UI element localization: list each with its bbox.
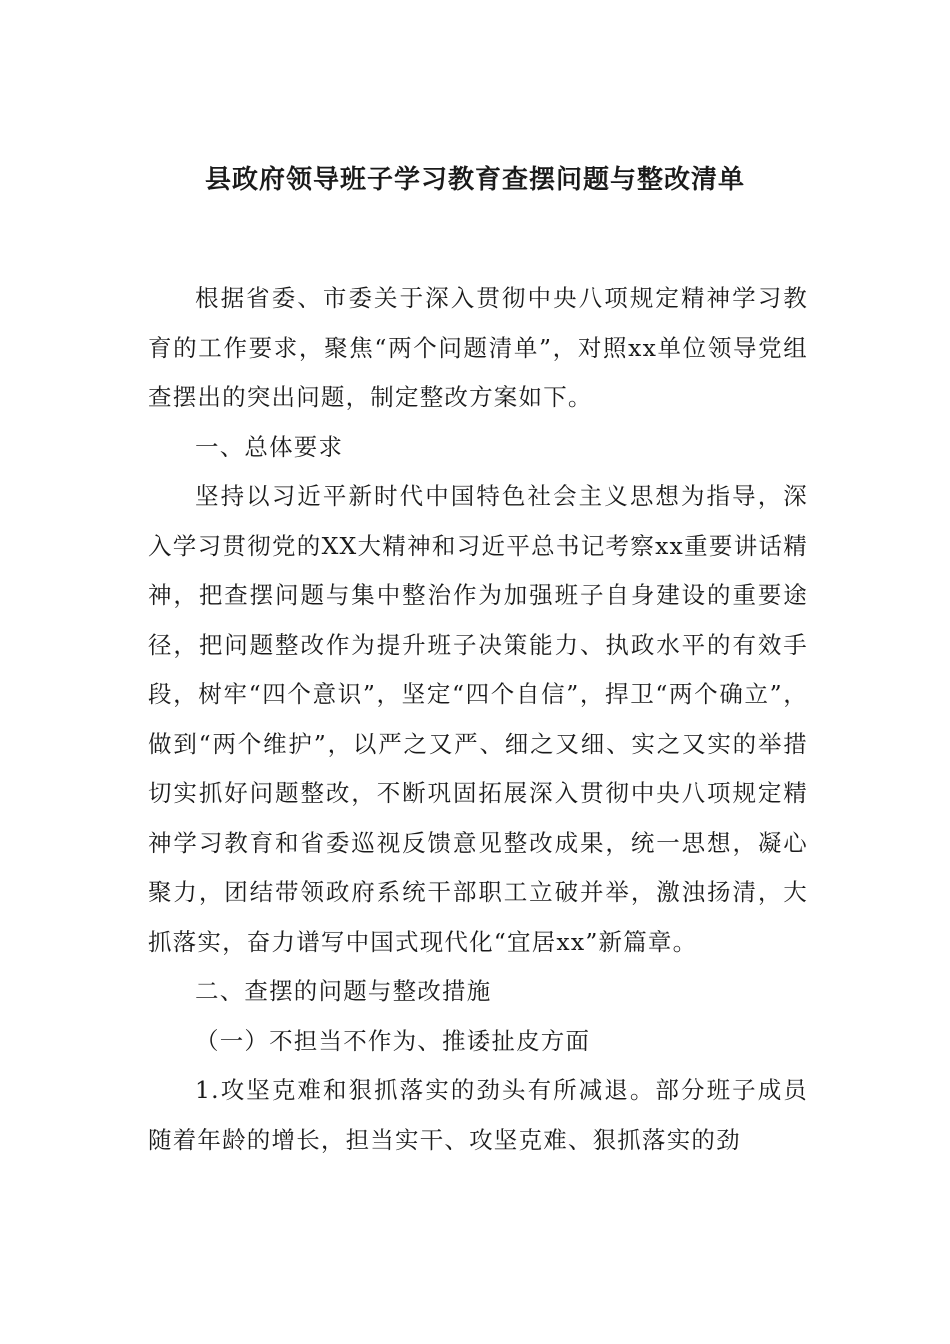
- document-title: 县政府领导班子学习教育查摆问题与整改清单: [204, 165, 745, 195]
- document-body: [148, 274, 808, 1165]
- problem-item-1-paragraph: 1.攻坚克难和狠抓落实的劲头有所减退。部分班子成员随着年龄的增长，担当实干、攻坚克难、狠抓落实的劲: [148, 1076, 808, 1154]
- general-requirements-paragraph: 坚持以习近平新时代中国特色社会主义思想为指导，深入学习贯彻党的XX大精神和习近平总书记考察xx重要讲话精神，把查摆问题与集中整治作为加强班子自身建设的重要途径，把问题整改作为提升班子决策能力、执政水平的有效手段，树牢“四个意识”，坚定“四个自信”，捍卫“两个确立”，做到“两个维护”，以严之又严、细之又细、实之又实的举措切实抓好问题整改，不断巩固拓展深入贯彻中央八项规定精神学习教育和省委巡视反馈意见整改成果，统一思想，凝心聚力，团结带领政府系统干部职工立破并举，激浊扬清，大抓落实，奋力谱写中国式现代化“宜居xx”新篇章。: [148, 482, 808, 956]
- intro-paragraph: 根据省委、市委关于深入贯彻中央八项规定精神学习教育的工作要求，聚焦“两个问题清单”，对照xx单位领导党组查摆出的突出问题，制定整改方案如下。: [148, 284, 808, 411]
- subsection-heading-1: （一）不担当不作为、推诿扯皮方面: [195, 1026, 591, 1055]
- section-heading-general-requirements: 一、总体要求: [195, 432, 344, 461]
- section-heading-problems-and-measures: 二、查摆的问题与整改措施: [195, 977, 492, 1005]
